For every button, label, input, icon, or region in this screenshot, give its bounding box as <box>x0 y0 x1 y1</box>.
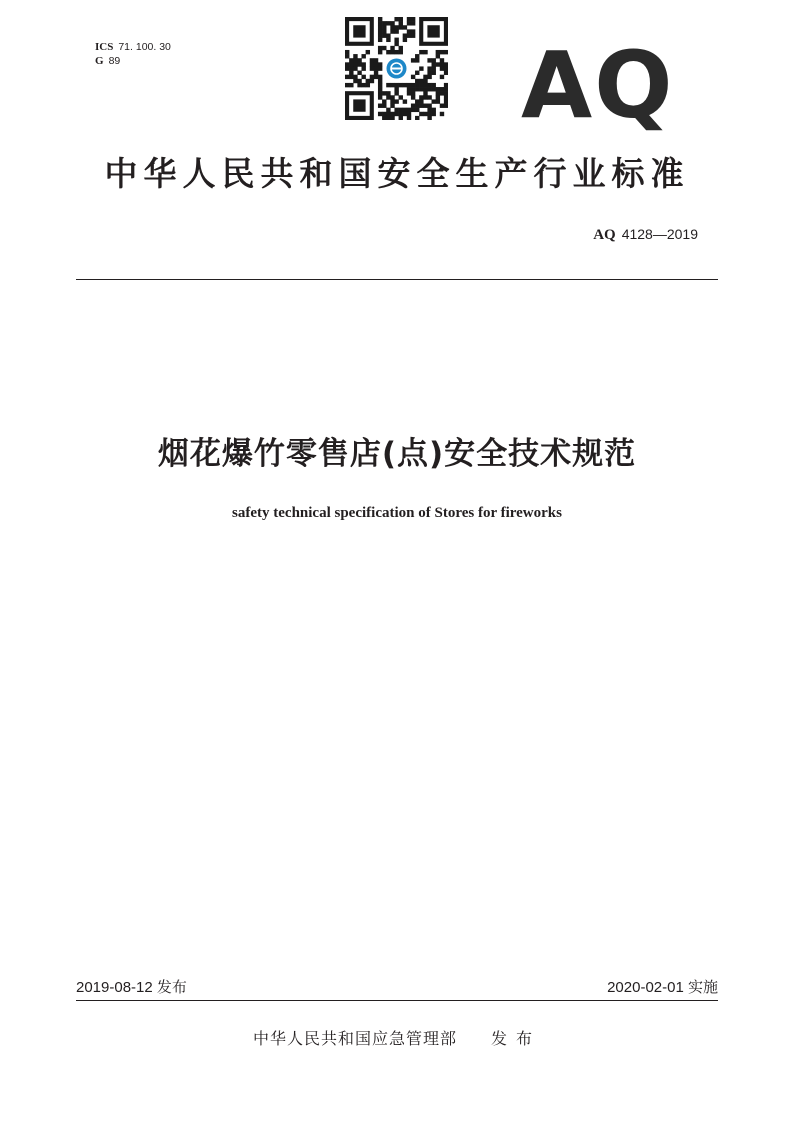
qr-module <box>374 62 378 66</box>
qr-finder-pattern <box>427 25 439 37</box>
classification-codes <box>95 40 171 68</box>
qr-module <box>378 66 382 70</box>
qr-code[interactable] <box>345 17 448 120</box>
qr-module <box>411 17 415 21</box>
qr-module <box>415 87 419 91</box>
qr-module <box>415 79 419 83</box>
qr-module <box>427 83 431 87</box>
qr-module <box>378 91 382 95</box>
qr-module <box>399 83 403 87</box>
ics-label: ICS <box>95 41 114 53</box>
publisher-line <box>0 1027 794 1051</box>
qr-module <box>386 91 390 95</box>
qr-module <box>386 21 390 25</box>
qr-module <box>382 29 386 33</box>
qr-module <box>394 50 398 54</box>
bottom-divider <box>76 1000 718 1001</box>
qr-module <box>378 29 382 33</box>
effective-date: 2020-02-01 实施 <box>607 979 718 996</box>
qr-module <box>403 112 407 116</box>
qr-module <box>357 58 361 62</box>
qr-module <box>382 33 386 37</box>
qr-module <box>349 62 353 66</box>
qr-module <box>407 116 411 120</box>
qr-badge-icon <box>385 57 408 80</box>
qr-module <box>390 116 394 120</box>
qr-module <box>349 58 353 62</box>
qr-module <box>386 83 390 87</box>
qr-module <box>432 99 436 103</box>
qr-module <box>374 66 378 70</box>
qr-module <box>386 112 390 116</box>
qr-module <box>399 112 403 116</box>
qr-module <box>432 66 436 70</box>
qr-module <box>444 87 448 91</box>
qr-module <box>382 104 386 108</box>
qr-module <box>411 83 415 87</box>
qr-module <box>427 95 431 99</box>
issue-date: 2019-08-12 发布 <box>76 979 187 996</box>
qr-module <box>399 21 403 25</box>
standard-category-title: 中华人民共和国安全生产行业标准 <box>104 154 690 193</box>
qr-module <box>423 50 427 54</box>
qr-module <box>399 116 403 120</box>
qr-module <box>411 75 415 79</box>
ccs-code: 89 <box>108 55 121 67</box>
qr-module <box>436 99 440 103</box>
qr-module <box>407 29 411 33</box>
qr-module <box>378 62 382 66</box>
qr-module <box>345 75 349 79</box>
qr-module <box>357 83 361 87</box>
qr-module <box>415 99 419 103</box>
ccs-line <box>95 54 171 68</box>
qr-module <box>403 83 407 87</box>
qr-module <box>423 87 427 91</box>
qr-module <box>403 33 407 37</box>
qr-module <box>390 83 394 87</box>
qr-module <box>440 87 444 91</box>
top-divider <box>76 279 718 280</box>
qr-finder-pattern <box>353 25 365 37</box>
qr-module <box>407 91 411 95</box>
qr-module <box>366 50 370 54</box>
qr-module <box>374 75 378 79</box>
qr-module <box>366 83 370 87</box>
ics-code: 71. 100. 30 <box>118 41 171 53</box>
qr-module <box>419 104 423 108</box>
qr-module <box>411 21 415 25</box>
qr-module <box>407 83 411 87</box>
qr-module <box>423 83 427 87</box>
qr-module <box>415 54 419 58</box>
qr-module <box>415 104 419 108</box>
qr-module <box>436 91 440 95</box>
qr-module <box>386 38 390 42</box>
qr-module <box>415 116 419 120</box>
qr-module <box>394 91 398 95</box>
qr-module <box>370 66 374 70</box>
qr-module <box>382 21 386 25</box>
qr-module <box>386 50 390 54</box>
publisher-action: 发布 <box>491 1029 542 1048</box>
qr-module <box>394 87 398 91</box>
qr-module <box>370 62 374 66</box>
qr-module <box>382 46 386 50</box>
qr-module <box>378 38 382 42</box>
qr-module <box>394 112 398 116</box>
qr-module <box>407 108 411 112</box>
qr-module <box>440 58 444 62</box>
qr-module <box>361 75 365 79</box>
qr-module <box>378 79 382 83</box>
qr-module <box>444 66 448 70</box>
qr-module <box>353 58 357 62</box>
qr-module <box>440 75 444 79</box>
qr-module <box>415 83 419 87</box>
qr-module <box>423 112 427 116</box>
qr-module <box>423 95 427 99</box>
qr-module <box>436 87 440 91</box>
qr-module <box>399 25 403 29</box>
qr-module <box>394 83 398 87</box>
qr-module <box>444 50 448 54</box>
qr-module <box>411 95 415 99</box>
qr-module <box>423 75 427 79</box>
standard-number-prefix: AQ <box>593 227 616 243</box>
qr-module <box>394 38 398 42</box>
qr-module <box>399 17 403 21</box>
qr-module <box>403 99 407 103</box>
qr-module <box>370 58 374 62</box>
ccs-label: G <box>95 55 104 67</box>
qr-module <box>407 112 411 116</box>
qr-module <box>419 112 423 116</box>
qr-module <box>361 66 365 70</box>
qr-module <box>394 17 398 21</box>
qr-module <box>357 71 361 75</box>
qr-module <box>382 116 386 120</box>
qr-module <box>394 42 398 46</box>
qr-module <box>349 71 353 75</box>
qr-module <box>411 108 415 112</box>
qr-module <box>390 21 394 25</box>
qr-module <box>423 91 427 95</box>
qr-module <box>444 71 448 75</box>
qr-module <box>419 50 423 54</box>
qr-module <box>399 108 403 112</box>
qr-module <box>370 75 374 79</box>
qr-module <box>390 104 394 108</box>
qr-module <box>415 108 419 112</box>
qr-module <box>378 21 382 25</box>
qr-module <box>382 99 386 103</box>
qr-module <box>411 104 415 108</box>
qr-module <box>386 33 390 37</box>
qr-module <box>399 95 403 99</box>
qr-module <box>403 108 407 112</box>
qr-module <box>378 17 382 21</box>
qr-module <box>378 104 382 108</box>
qr-module <box>390 95 394 99</box>
qr-module <box>394 29 398 33</box>
qr-module <box>378 50 382 54</box>
qr-module <box>419 79 423 83</box>
qr-module <box>411 87 415 91</box>
qr-module <box>411 29 415 33</box>
qr-module <box>407 33 411 37</box>
qr-module <box>440 66 444 70</box>
qr-module <box>390 46 394 50</box>
qr-module <box>374 58 378 62</box>
qr-module <box>432 83 436 87</box>
qr-module <box>378 33 382 37</box>
qr-module <box>390 112 394 116</box>
qr-module <box>436 54 440 58</box>
qr-module <box>386 95 390 99</box>
qr-module <box>440 50 444 54</box>
qr-module <box>390 99 394 103</box>
qr-module <box>407 17 411 21</box>
qr-module <box>423 79 427 83</box>
qr-module <box>432 112 436 116</box>
qr-module <box>353 54 357 58</box>
qr-module <box>444 99 448 103</box>
document-title-en: safety technical specification of Stores for fireworks <box>232 505 562 521</box>
qr-module <box>345 50 349 54</box>
qr-module <box>345 66 349 70</box>
qr-module <box>427 104 431 108</box>
qr-module <box>419 66 423 70</box>
qr-module <box>374 71 378 75</box>
qr-module <box>390 29 394 33</box>
qr-module <box>419 83 423 87</box>
qr-module <box>403 25 407 29</box>
qr-module <box>394 25 398 29</box>
qr-module <box>386 116 390 120</box>
qr-module <box>378 83 382 87</box>
qr-module <box>427 87 431 91</box>
qr-module <box>436 95 440 99</box>
qr-module <box>407 87 411 91</box>
qr-module <box>440 104 444 108</box>
qr-module <box>370 79 374 83</box>
qr-module <box>366 79 370 83</box>
qr-module <box>382 25 386 29</box>
qr-module <box>353 66 357 70</box>
ics-line <box>95 40 171 54</box>
qr-module <box>386 108 390 112</box>
qr-module <box>436 50 440 54</box>
qr-module <box>361 83 365 87</box>
qr-module <box>427 58 431 62</box>
qr-module <box>349 75 353 79</box>
qr-module <box>390 50 394 54</box>
qr-module <box>353 75 357 79</box>
qr-module <box>427 71 431 75</box>
qr-module <box>390 25 394 29</box>
qr-module <box>440 62 444 66</box>
qr-module <box>411 58 415 62</box>
publisher-organization: 中华人民共和国应急管理部 <box>252 1029 457 1048</box>
qr-module <box>444 83 448 87</box>
qr-module <box>444 104 448 108</box>
qr-module <box>411 33 415 37</box>
qr-module <box>427 108 431 112</box>
qr-module <box>378 46 382 50</box>
qr-finder-pattern <box>353 99 365 111</box>
qr-module <box>432 108 436 112</box>
qr-module <box>353 79 357 83</box>
qr-module <box>399 50 403 54</box>
qr-module <box>378 112 382 116</box>
qr-module <box>440 112 444 116</box>
qr-module <box>436 62 440 66</box>
qr-module <box>444 62 448 66</box>
qr-module <box>378 25 382 29</box>
qr-module <box>378 75 382 79</box>
qr-module <box>378 87 382 91</box>
qr-module <box>432 58 436 62</box>
qr-module <box>419 95 423 99</box>
qr-module <box>349 83 353 87</box>
aq-logo: AQ <box>521 32 675 139</box>
qr-module <box>444 95 448 99</box>
qr-module <box>378 95 382 99</box>
qr-module <box>432 62 436 66</box>
qr-module <box>419 99 423 103</box>
standard-number <box>593 225 698 245</box>
qr-module <box>361 62 365 66</box>
qr-module <box>394 99 398 103</box>
qr-module <box>407 21 411 25</box>
qr-module <box>427 75 431 79</box>
qr-module <box>440 91 444 95</box>
qr-module <box>432 87 436 91</box>
document-title-cn: 烟花爆竹零售店(点)安全技术规范 <box>157 436 637 472</box>
qr-module <box>423 104 427 108</box>
standard-number-value: 4128—2019 <box>621 226 698 242</box>
qr-module <box>349 66 353 70</box>
qr-module <box>415 71 419 75</box>
qr-module <box>427 116 431 120</box>
qr-module <box>345 83 349 87</box>
qr-code-image <box>345 17 448 120</box>
qr-module <box>357 79 361 83</box>
qr-module <box>361 54 365 58</box>
qr-module <box>427 112 431 116</box>
qr-module <box>353 62 357 66</box>
qr-module <box>432 71 436 75</box>
qr-module <box>411 91 415 95</box>
qr-module <box>403 38 407 42</box>
qr-module <box>399 46 403 50</box>
qr-module <box>345 54 349 58</box>
qr-module <box>394 108 398 112</box>
qr-module <box>345 62 349 66</box>
qr-module <box>419 87 423 91</box>
qr-module <box>382 91 386 95</box>
qr-module <box>427 66 431 70</box>
qr-module <box>382 112 386 116</box>
qr-module <box>415 58 419 62</box>
qr-module <box>444 91 448 95</box>
qr-module <box>357 62 361 66</box>
